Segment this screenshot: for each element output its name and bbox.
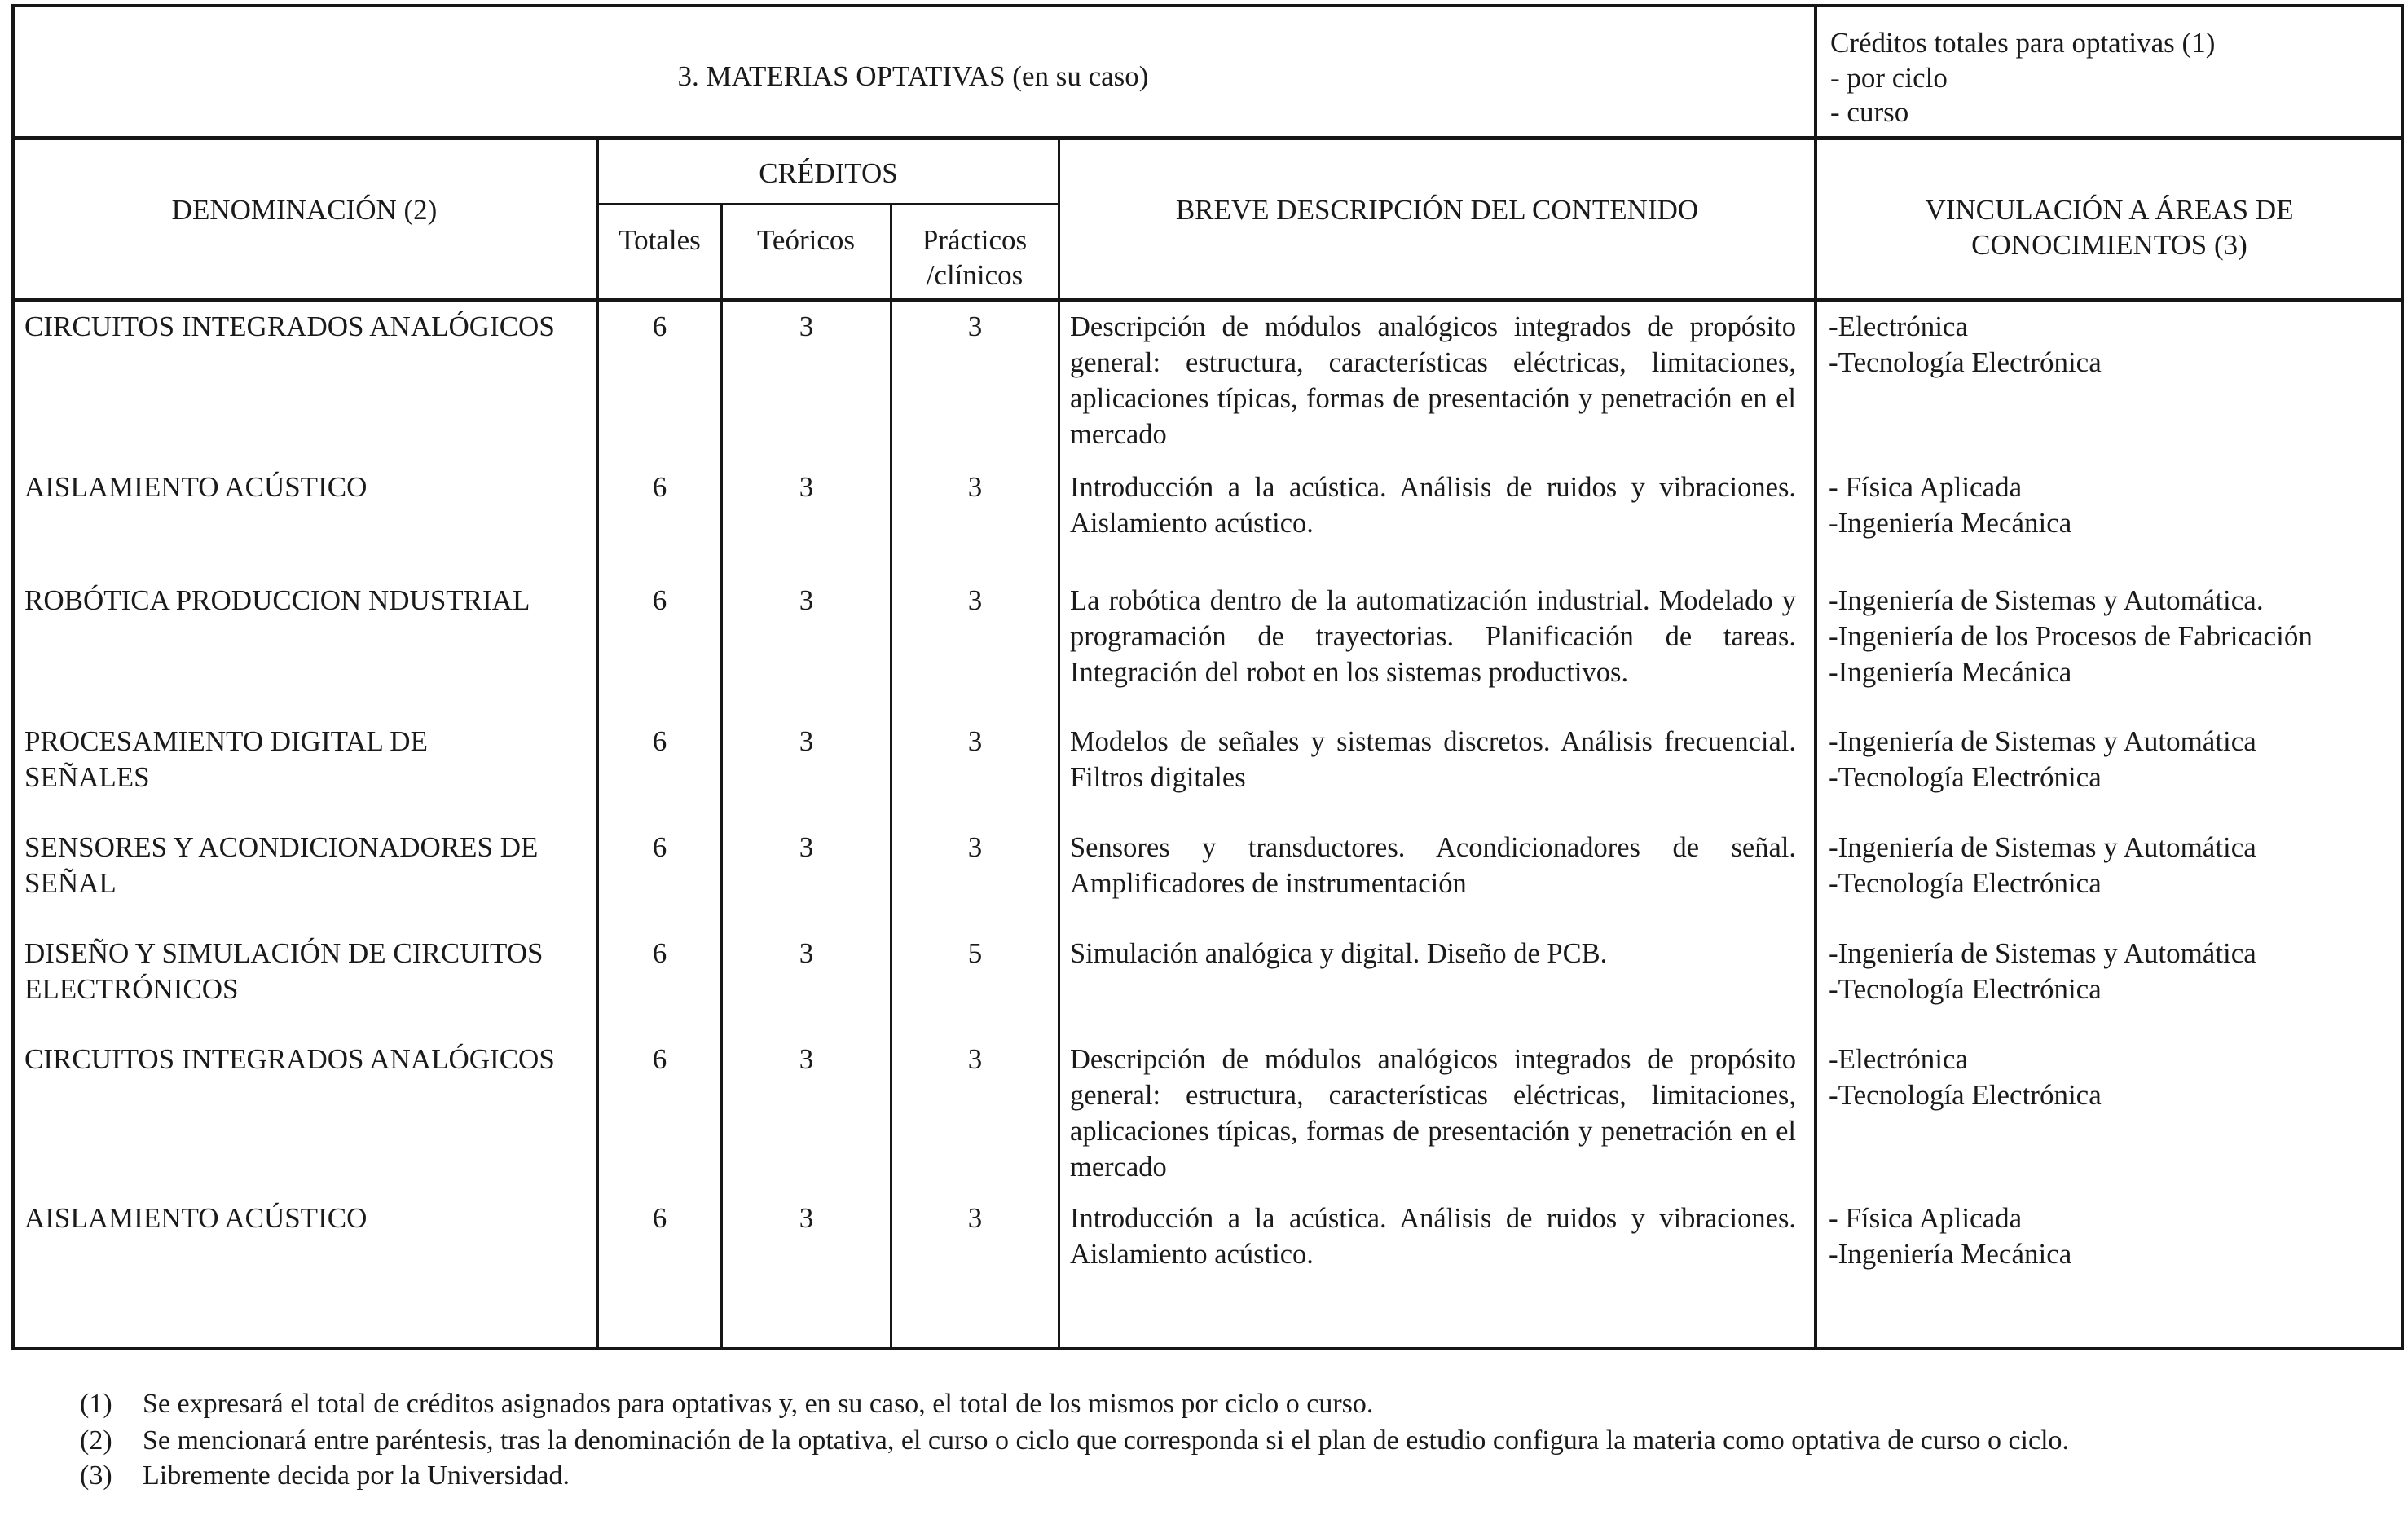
column-header-creditos: CRÉDITOS <box>759 157 898 189</box>
credits-practice: 3 <box>967 831 983 863</box>
knowledge-areas <box>1829 936 2256 1007</box>
credits-total: 6 <box>652 1202 667 1234</box>
description-line: mercado <box>1070 419 1167 450</box>
knowledge-area: -Ingeniería de Sistemas y Automática <box>1829 831 2256 863</box>
knowledge-areas <box>1829 1042 2102 1113</box>
knowledge-area: -Ingeniería Mecánica <box>1829 507 2072 539</box>
description-line: La robótica dentro de la automatización industrial. Modelado y <box>1070 585 1796 616</box>
knowledge-area: -Tecnología Electrónica <box>1829 761 2102 793</box>
subject-name-line: DISEÑO Y SIMULACIÓN DE CIRCUITOS <box>24 937 544 969</box>
description-line: Filtros digitales <box>1070 762 1246 793</box>
subject-name <box>24 309 555 345</box>
knowledge-areas <box>1829 469 2071 541</box>
credits-practice: 5 <box>967 937 983 969</box>
credits-theory: 3 <box>799 1202 814 1234</box>
description-line: mercado <box>1070 1152 1167 1183</box>
subject-name-line: SEÑALES <box>24 761 150 793</box>
section-title: 3. MATERIAS OPTATIVAS (en su caso) <box>677 60 1149 92</box>
subject-name <box>24 469 367 505</box>
header-divider <box>11 136 2404 140</box>
credits-theory: 3 <box>799 311 814 342</box>
credits-practice: 3 <box>967 584 983 616</box>
credits-practice: 3 <box>967 1202 983 1234</box>
credits-theory: 3 <box>799 471 814 503</box>
knowledge-area: -Tecnología Electrónica <box>1829 1079 2102 1111</box>
table-border-bottom <box>11 1347 2404 1350</box>
credits-practice: 3 <box>967 1043 983 1075</box>
description-line: aplicaciones típicas, formas de presentación y penetración en el <box>1070 1116 1796 1147</box>
header-bottom-divider <box>11 298 2404 302</box>
credits-total: 6 <box>652 471 667 503</box>
subject-name <box>24 830 538 901</box>
subject-name <box>24 1042 555 1077</box>
content-description <box>1070 724 1796 795</box>
credits-total: 6 <box>652 937 667 969</box>
knowledge-area: -Electrónica <box>1829 1043 1969 1075</box>
credits-practice: 3 <box>967 471 983 503</box>
knowledge-area: -Tecnología Electrónica <box>1829 867 2102 899</box>
credits-total: 6 <box>652 725 667 757</box>
description-line: general: estructura, características eléctricas, limitaciones, <box>1070 347 1796 378</box>
subject-name-line: CIRCUITOS INTEGRADOS ANALÓGICOS <box>24 1043 555 1075</box>
credits-note-line: - curso <box>1830 96 1909 128</box>
column-divider <box>720 203 723 1350</box>
description-line: Simulación analógica y digital. Diseño de PCB. <box>1070 938 1608 969</box>
column-header-vinculacion-line: VINCULACIÓN A ÁREAS DE <box>1925 194 2294 226</box>
subject-name-line: SEÑAL <box>24 867 117 899</box>
subject-name-line: AISLAMIENTO ACÚSTICO <box>24 1202 368 1234</box>
subject-name <box>24 1200 367 1236</box>
footnote <box>0 1386 2408 1422</box>
knowledge-areas <box>1829 724 2256 795</box>
footnote-text: Libremente decida por la Universidad. <box>143 1460 570 1491</box>
description-line: aplicaciones típicas, formas de presentación y penetración en el <box>1070 383 1796 414</box>
description-line: Introducción a la acústica. Análisis de ruidos y vibraciones. <box>1070 1203 1796 1234</box>
content-description <box>1070 1042 1796 1185</box>
credits-practice: 3 <box>967 311 983 342</box>
knowledge-areas <box>1829 309 2102 381</box>
description-line: programación de trayectorias. Planificación de tareas. <box>1070 621 1796 652</box>
credits-theory: 3 <box>799 584 814 616</box>
description-line: Aislamiento acústico. <box>1070 508 1314 539</box>
description-line: Amplificadores de instrumentación <box>1070 868 1467 899</box>
knowledge-areas <box>1829 830 2256 901</box>
subject-name <box>24 724 428 795</box>
knowledge-area: - Física Aplicada <box>1829 1202 2023 1234</box>
column-divider <box>1058 136 1060 1350</box>
column-header-teoricos: Teóricos <box>756 224 855 256</box>
knowledge-area: - Física Aplicada <box>1829 471 2023 503</box>
knowledge-area: -Ingeniería Mecánica <box>1829 656 2072 688</box>
description-line: Integración del robot en los sistemas productivos. <box>1070 657 1629 688</box>
credits-total: 6 <box>652 831 667 863</box>
credits-theory: 3 <box>799 831 814 863</box>
knowledge-areas <box>1829 583 2313 690</box>
column-header-practicos-line: /clínicos <box>926 259 1024 291</box>
table-border-top <box>11 4 2404 7</box>
credits-theory: 3 <box>799 1043 814 1075</box>
description-line: Sensores y transductores. Acondicionadores de señal. <box>1070 832 1796 863</box>
credits-total: 6 <box>652 311 667 342</box>
credits-theory: 3 <box>799 725 814 757</box>
footnote-mark: (2) <box>80 1425 112 1456</box>
description-line: general: estructura, características eléctricas, limitaciones, <box>1070 1080 1796 1111</box>
footnote <box>0 1458 2408 1494</box>
content-description <box>1070 583 1796 690</box>
subject-name <box>24 583 530 619</box>
description-line: Descripción de módulos analógicos integrados de propósito <box>1070 311 1796 342</box>
footnote <box>0 1423 2408 1459</box>
footnote-text: Se mencionará entre paréntesis, tras la denominación de la optativa, el curso o ciclo que corresponda si el plan de estudio configura la materia como optativa de curso o ciclo. <box>143 1425 2070 1456</box>
knowledge-area: -Electrónica <box>1829 311 1969 342</box>
subject-name-line: ELECTRÓNICOS <box>24 973 239 1005</box>
credits-note <box>1830 26 2215 130</box>
subject-name-line: CIRCUITOS INTEGRADOS ANALÓGICOS <box>24 311 555 342</box>
content-description <box>1070 469 1796 541</box>
column-divider <box>890 203 892 1350</box>
credits-note-line: Créditos totales para optativas (1) <box>1830 27 2216 59</box>
footnote-mark: (3) <box>80 1460 112 1491</box>
content-description <box>1070 936 1796 971</box>
credits-practice: 3 <box>967 725 983 757</box>
knowledge-area: -Ingeniería de Sistemas y Automática <box>1829 937 2256 969</box>
column-header-descripcion: BREVE DESCRIPCIÓN DEL CONTENIDO <box>1175 194 1699 226</box>
column-header-vinculacion <box>1815 192 2404 262</box>
description-line: Descripción de módulos analógicos integrados de propósito <box>1070 1044 1796 1075</box>
credits-note-line: - por ciclo <box>1830 61 1948 94</box>
knowledge-area: -Ingeniería de Sistemas y Automática. <box>1829 584 2264 616</box>
description-line: Modelos de señales y sistemas discretos. Análisis frecuencial. <box>1070 726 1796 757</box>
footnote-text: Se expresará el total de créditos asignados para optativas y, en su caso, el total de los mismos por ciclo o curso. <box>143 1389 1374 1419</box>
knowledge-area: -Tecnología Electrónica <box>1829 346 2102 378</box>
column-header-totales: Totales <box>619 224 701 256</box>
subject-name-line: ROBÓTICA PRODUCCION NDUSTRIAL <box>24 584 530 616</box>
knowledge-area: -Ingeniería de Sistemas y Automática <box>1829 725 2256 757</box>
description-line: Introducción a la acústica. Análisis de ruidos y vibraciones. <box>1070 472 1796 503</box>
credits-total: 6 <box>652 584 667 616</box>
subject-name <box>24 936 544 1007</box>
column-header-vinculacion-line: CONOCIMIENTOS (3) <box>1971 229 2247 261</box>
knowledge-areas <box>1829 1200 2071 1272</box>
description-line: Aislamiento acústico. <box>1070 1239 1314 1270</box>
footnote-mark: (1) <box>80 1389 112 1419</box>
column-header-practicos-line: Prácticos <box>922 224 1028 256</box>
content-description <box>1070 830 1796 901</box>
knowledge-area: -Ingeniería de los Procesos de Fabricación <box>1829 620 2313 652</box>
column-header-practicos <box>890 222 1059 293</box>
subject-name-line: AISLAMIENTO ACÚSTICO <box>24 471 368 503</box>
credits-subheader-divider <box>597 203 1059 205</box>
content-description <box>1070 309 1796 452</box>
content-description <box>1070 1200 1796 1272</box>
credits-theory: 3 <box>799 937 814 969</box>
credits-total: 6 <box>652 1043 667 1075</box>
knowledge-area: -Tecnología Electrónica <box>1829 973 2102 1005</box>
column-header-denominacion: DENOMINACIÓN (2) <box>171 194 438 226</box>
knowledge-area: -Ingeniería Mecánica <box>1829 1238 2072 1270</box>
subject-name-line: SENSORES Y ACONDICIONADORES DE <box>24 831 539 863</box>
subject-name-line: PROCESAMIENTO DIGITAL DE <box>24 725 428 757</box>
